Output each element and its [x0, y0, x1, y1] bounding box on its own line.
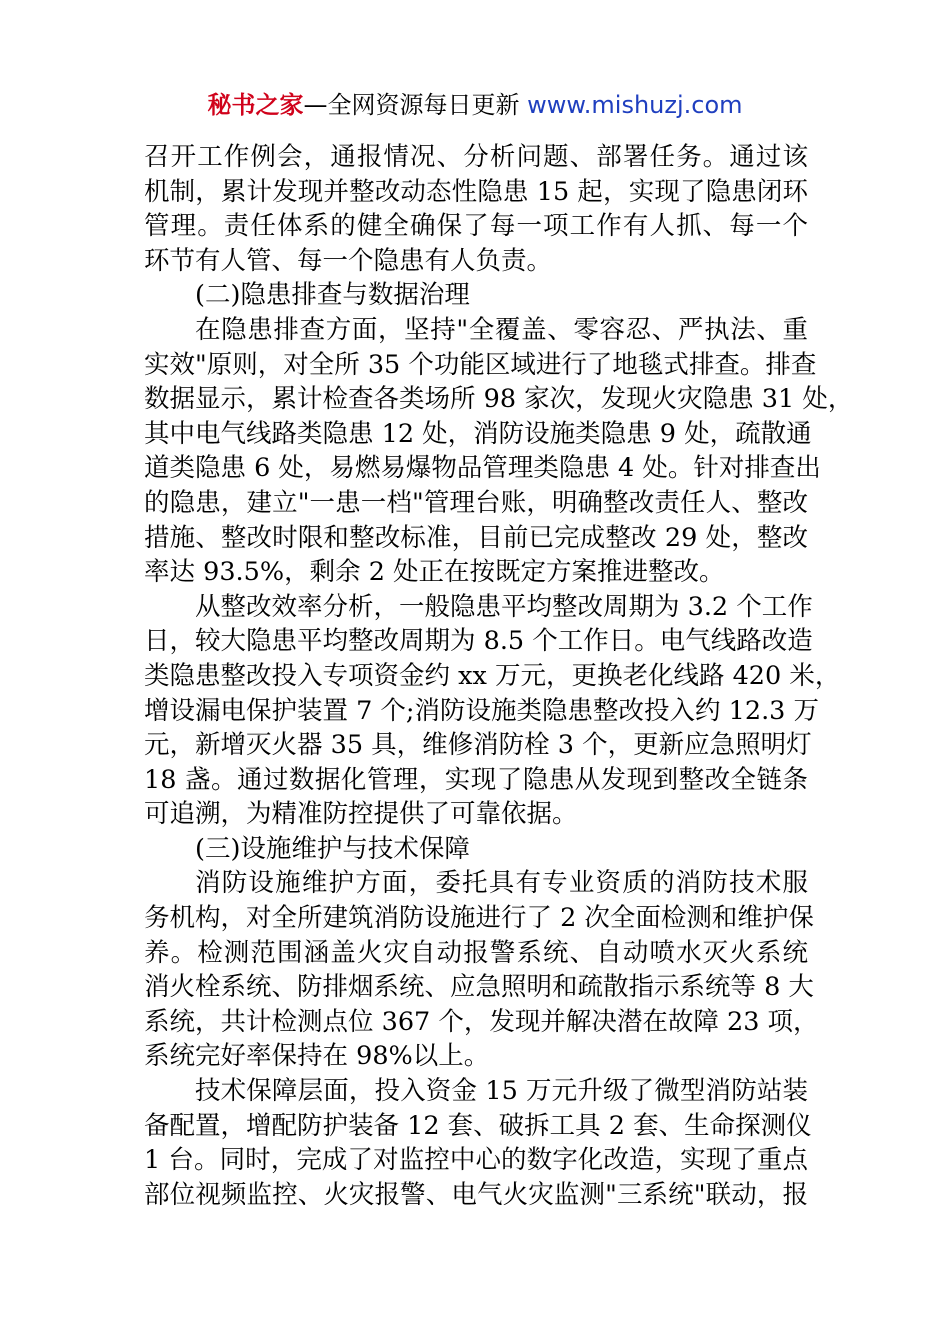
document-body [144, 140, 854, 1212]
text-line: 消防设施维护方面，委托具有专业资质的消防技术服 [195, 868, 808, 899]
text-line: 系统，共计检测点位 367 个，发现并解决潜在故障 23 项， [144, 1006, 819, 1037]
text-line: 备配置，增配防护装备 12 套、破拆工具 2 套、生命探测仪 [144, 1110, 812, 1141]
text-line: 数据显示，累计检查各类场所 98 家次，发现火灾隐患 31 处， [144, 384, 854, 415]
text-line: 措施、整改时限和整改标准，目前已完成整改 29 处，整改 [144, 522, 808, 553]
text-line: 道类隐患 6 处，易燃易爆物品管理类隐患 4 处。针对排查出 [144, 453, 821, 484]
text-line: 管理。责任体系的健全确保了每一项工作有人抓、每一个 [144, 211, 808, 242]
text-line: 务机构，对全所建筑消防设施进行了 2 次全面检测和维护保 [144, 903, 814, 934]
text-line: 可追溯，为精准防控提供了可靠依据。 [144, 799, 578, 830]
text-line: 系统完好率保持在 98%以上。 [144, 1041, 490, 1072]
text-line: 部位视频监控、火灾报警、电气火灾监测"三系统"联动，报 [144, 1179, 808, 1210]
text-line: 机制，累计发现并整改动态性隐患 15 起，实现了隐患闭环 [144, 176, 808, 207]
section-heading: (三)设施维护与技术保障 [195, 833, 470, 864]
brand-name: 秘书之家 [207, 91, 304, 119]
text-line: 其中电气线路类隐患 12 处，消防设施类隐患 9 处，疏散通 [144, 418, 812, 449]
text-line: 消火栓系统、防排烟系统、应急照明和疏散指示系统等 8 大 [144, 972, 814, 1003]
text-line: 1 台。同时，完成了对监控中心的数字化改造，实现了重点 [144, 1145, 808, 1176]
text-line: 环节有人管、每一个隐患有人负责。 [144, 245, 553, 276]
text-line: 从整改效率分析，一般隐患平均整改周期为 3.2 个工作 [195, 591, 813, 622]
text-line: 率达 93.5%，剩余 2 处正在按既定方案推进整改。 [144, 557, 725, 588]
page-header [0, 90, 950, 120]
text-line: 增设漏电保护装置 7 个;消防设施类隐患整改投入约 12.3 万 [144, 695, 820, 726]
text-line: 在隐患排查方面，坚持"全覆盖、零容忍、严执法、重 [195, 314, 808, 345]
website-link[interactable]: www.mishuzj.com [527, 91, 743, 119]
text-line: 的隐患，建立"一患一档"管理台账，明确整改责任人、整改 [144, 487, 808, 518]
text-line: 18 盏。通过数据化管理，实现了隐患从发现到整改全链条 [144, 764, 808, 795]
section-heading: (二)隐患排查与数据治理 [195, 280, 470, 311]
text-line: 召开工作例会，通报情况、分析问题、部署任务。通过该 [144, 142, 808, 172]
text-line: 类隐患整改投入专项资金约 xx 万元，更换老化线路 420 米， [144, 660, 841, 691]
text-line: 元，新增灭火器 35 具，维修消防栓 3 个，更新应急照明灯 [144, 730, 812, 761]
text-line: 实效"原则，对全所 35 个功能区域进行了地毯式排查。排查 [144, 349, 817, 380]
text-line: 日，较大隐患平均整改周期为 8.5 个工作日。电气线路改造 [144, 626, 813, 657]
header-tagline: —全网资源每日更新 [303, 91, 528, 119]
text-line: 技术保障层面，投入资金 15 万元升级了微型消防站装 [195, 1076, 808, 1107]
text-line: 养。检测范围涵盖火灾自动报警系统、自动喷水灭火系统 [144, 937, 808, 968]
